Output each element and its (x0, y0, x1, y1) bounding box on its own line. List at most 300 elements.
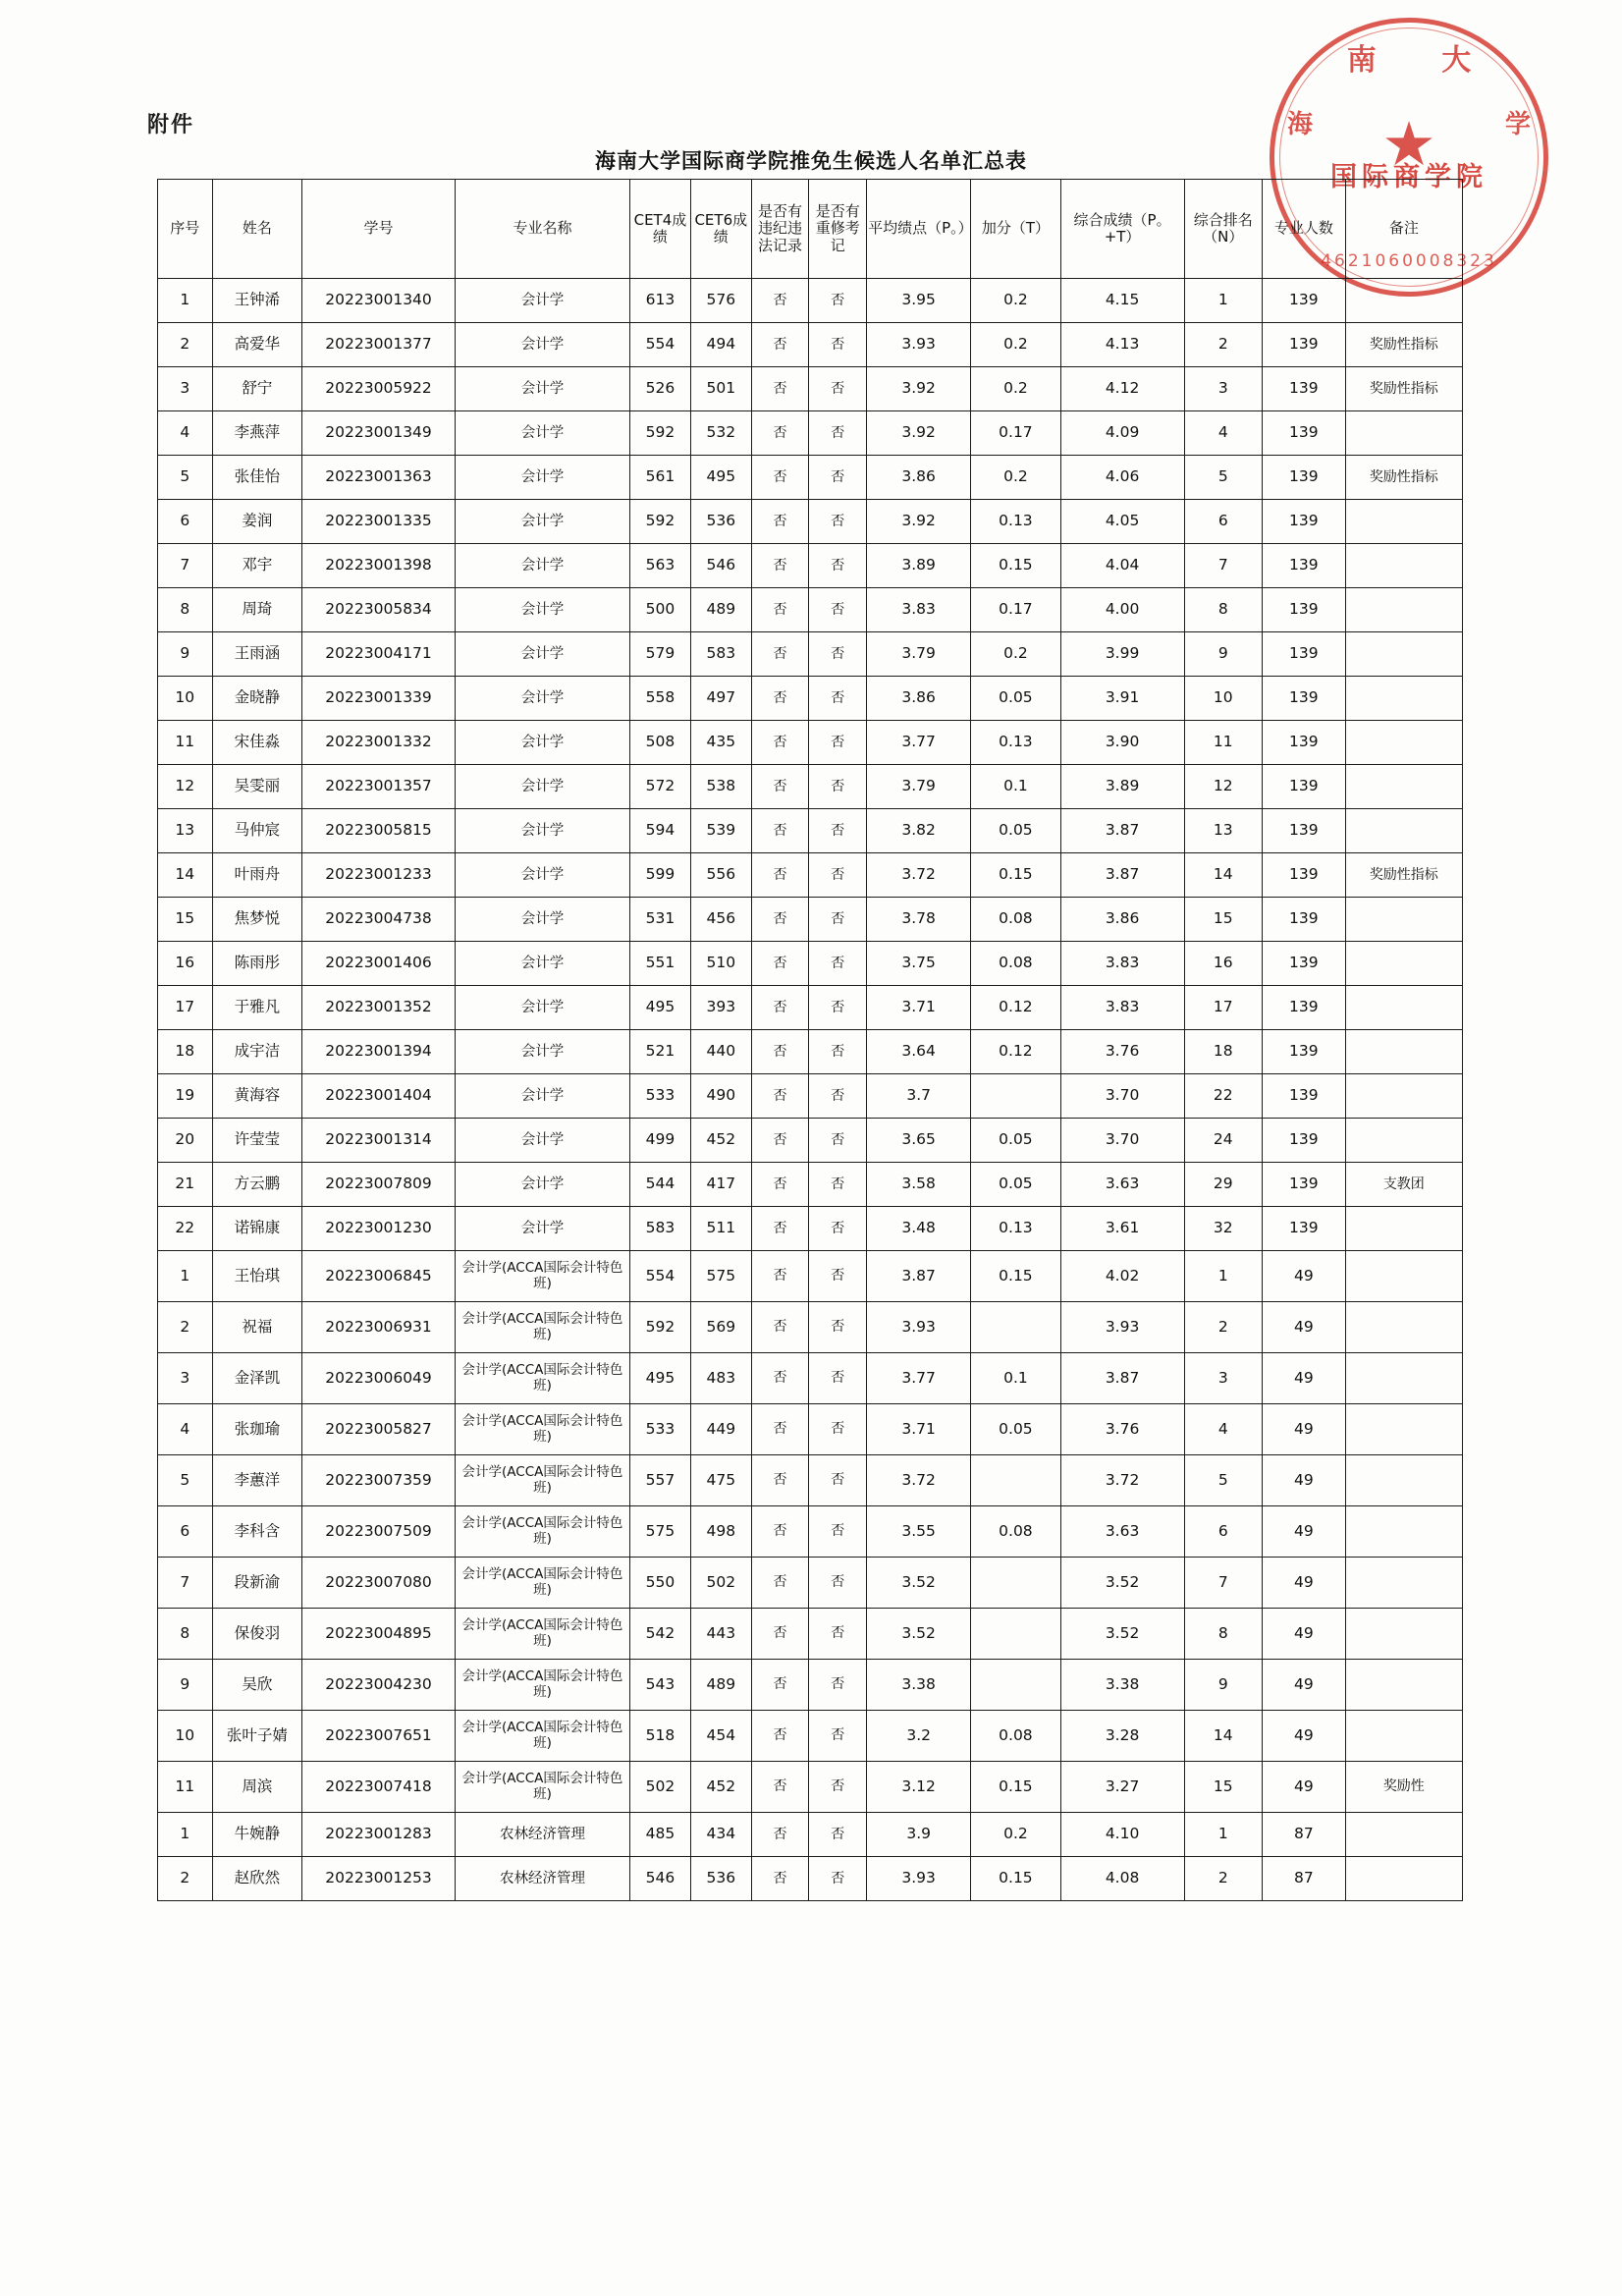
cell-major: 会计学(ACCA国际会计特色班) (455, 1353, 629, 1404)
cell-rank: 2 (1184, 1302, 1263, 1353)
cell-gpa: 3.77 (867, 721, 971, 765)
cell-major: 会计学 (455, 986, 629, 1030)
cell-gpa: 3.55 (867, 1506, 971, 1558)
cell-major: 会计学 (455, 765, 629, 809)
cell-retake: 否 (809, 1302, 867, 1353)
table-row (158, 632, 1463, 677)
cell-seq: 17 (158, 986, 213, 1030)
cell-rank: 17 (1184, 986, 1263, 1030)
cell-major: 会计学 (455, 279, 629, 323)
cell-cet6: 536 (690, 1857, 751, 1901)
cell-total: 3.83 (1060, 942, 1184, 986)
cell-rank: 5 (1184, 1455, 1263, 1506)
cell-major-size: 139 (1263, 721, 1346, 765)
cell-retake: 否 (809, 677, 867, 721)
cell-cet4: 554 (630, 323, 691, 367)
cell-bonus (971, 1302, 1060, 1353)
cell-cet4: 533 (630, 1404, 691, 1455)
cell-violation: 否 (751, 1455, 809, 1506)
cell-name: 李蕙洋 (212, 1455, 302, 1506)
header-cet6: CET6成绩 (690, 180, 751, 279)
cell-remark (1345, 809, 1462, 853)
cell-cet4: 583 (630, 1207, 691, 1251)
cell-total: 3.90 (1060, 721, 1184, 765)
cell-student-id: 20223001339 (302, 677, 456, 721)
cell-name: 张佳怡 (212, 456, 302, 500)
cell-cet6: 435 (690, 721, 751, 765)
cell-cet4: 613 (630, 279, 691, 323)
cell-major-size: 139 (1263, 1074, 1346, 1119)
cell-student-id: 20223001283 (302, 1813, 456, 1857)
cell-remark (1345, 721, 1462, 765)
cell-cet6: 538 (690, 765, 751, 809)
cell-student-id: 20223001253 (302, 1857, 456, 1901)
cell-remark (1345, 1857, 1462, 1901)
cell-gpa: 3.12 (867, 1762, 971, 1813)
cell-rank: 13 (1184, 809, 1263, 853)
cell-cet6: 546 (690, 544, 751, 588)
cell-violation: 否 (751, 632, 809, 677)
cell-bonus (971, 1660, 1060, 1711)
cell-bonus: 0.2 (971, 632, 1060, 677)
cell-total: 3.63 (1060, 1163, 1184, 1207)
cell-seq: 10 (158, 677, 213, 721)
table-body (158, 279, 1463, 1901)
cell-bonus: 0.17 (971, 411, 1060, 456)
cell-bonus: 0.05 (971, 809, 1060, 853)
cell-rank: 6 (1184, 500, 1263, 544)
cell-major: 会计学(ACCA国际会计特色班) (455, 1404, 629, 1455)
cell-rank: 29 (1184, 1163, 1263, 1207)
cell-violation: 否 (751, 1813, 809, 1857)
header-rank: 综合排名（N） (1184, 180, 1263, 279)
cell-remark (1345, 1609, 1462, 1660)
cell-total: 4.10 (1060, 1813, 1184, 1857)
cell-violation: 否 (751, 942, 809, 986)
cell-gpa: 3.92 (867, 411, 971, 456)
cell-student-id: 20223007651 (302, 1711, 456, 1762)
cell-student-id: 20223004895 (302, 1609, 456, 1660)
cell-retake: 否 (809, 1857, 867, 1901)
cell-cet6: 497 (690, 677, 751, 721)
cell-remark (1345, 500, 1462, 544)
cell-cet6: 495 (690, 456, 751, 500)
header-violation: 是否有违纪违法记录 (751, 180, 809, 279)
cell-retake: 否 (809, 986, 867, 1030)
cell-bonus: 0.13 (971, 721, 1060, 765)
cell-retake: 否 (809, 456, 867, 500)
cell-violation: 否 (751, 1506, 809, 1558)
cell-violation: 否 (751, 986, 809, 1030)
cell-major-size: 49 (1263, 1251, 1346, 1302)
cell-seq: 22 (158, 1207, 213, 1251)
cell-gpa: 3.52 (867, 1609, 971, 1660)
cell-name: 保俊羽 (212, 1609, 302, 1660)
cell-gpa: 3.2 (867, 1711, 971, 1762)
cell-seq: 2 (158, 323, 213, 367)
cell-major: 会计学 (455, 500, 629, 544)
cell-student-id: 20223001404 (302, 1074, 456, 1119)
cell-seq: 4 (158, 411, 213, 456)
cell-major: 会计学 (455, 942, 629, 986)
cell-total: 3.27 (1060, 1762, 1184, 1813)
table-row (158, 456, 1463, 500)
cell-rank: 9 (1184, 632, 1263, 677)
table-row (158, 1558, 1463, 1609)
cell-major: 会计学 (455, 323, 629, 367)
cell-total: 4.09 (1060, 411, 1184, 456)
cell-student-id: 20223005922 (302, 367, 456, 411)
cell-student-id: 20223006049 (302, 1353, 456, 1404)
cell-gpa: 3.82 (867, 809, 971, 853)
cell-remark (1345, 1119, 1462, 1163)
cell-seq: 3 (158, 1353, 213, 1404)
seal-star-icon: ★ (1381, 112, 1436, 179)
cell-student-id: 20223001357 (302, 765, 456, 809)
cell-major: 会计学(ACCA国际会计特色班) (455, 1711, 629, 1762)
cell-student-id: 20223004738 (302, 898, 456, 942)
cell-rank: 3 (1184, 1353, 1263, 1404)
cell-major: 会计学 (455, 1207, 629, 1251)
cell-total: 3.72 (1060, 1455, 1184, 1506)
cell-violation: 否 (751, 853, 809, 898)
cell-retake: 否 (809, 898, 867, 942)
cell-retake: 否 (809, 323, 867, 367)
table-row (158, 898, 1463, 942)
table-row (158, 1609, 1463, 1660)
cell-violation: 否 (751, 1558, 809, 1609)
cell-remark: 奖励性 (1345, 1762, 1462, 1813)
cell-major-size: 49 (1263, 1506, 1346, 1558)
cell-major: 会计学 (455, 1030, 629, 1074)
cell-major-size: 87 (1263, 1813, 1346, 1857)
seal-right-text: 学 (1504, 110, 1531, 139)
cell-student-id: 20223005834 (302, 588, 456, 632)
cell-seq: 13 (158, 809, 213, 853)
cell-seq: 16 (158, 942, 213, 986)
cell-violation: 否 (751, 279, 809, 323)
cell-major: 会计学 (455, 853, 629, 898)
cell-major-size: 49 (1263, 1660, 1346, 1711)
cell-bonus: 0.13 (971, 1207, 1060, 1251)
cell-student-id: 20223001340 (302, 279, 456, 323)
cell-major-size: 139 (1263, 765, 1346, 809)
cell-name: 于雅凡 (212, 986, 302, 1030)
cell-gpa: 3.95 (867, 279, 971, 323)
cell-name: 张珈瑜 (212, 1404, 302, 1455)
cell-student-id: 20223006931 (302, 1302, 456, 1353)
cell-seq: 2 (158, 1302, 213, 1353)
cell-name: 黄海容 (212, 1074, 302, 1119)
header-retake: 是否有重修考记 (809, 180, 867, 279)
cell-major-size: 139 (1263, 323, 1346, 367)
cell-bonus: 0.12 (971, 986, 1060, 1030)
cell-name: 段新渝 (212, 1558, 302, 1609)
cell-remark (1345, 1074, 1462, 1119)
cell-violation: 否 (751, 1353, 809, 1404)
cell-remark (1345, 632, 1462, 677)
cell-remark: 奖励性指标 (1345, 456, 1462, 500)
cell-name: 王钟浠 (212, 279, 302, 323)
cell-violation: 否 (751, 765, 809, 809)
cell-gpa: 3.48 (867, 1207, 971, 1251)
cell-student-id: 20223005827 (302, 1404, 456, 1455)
cell-major-size: 139 (1263, 500, 1346, 544)
cell-major-size: 139 (1263, 588, 1346, 632)
cell-seq: 9 (158, 632, 213, 677)
cell-major-size: 139 (1263, 279, 1346, 323)
cell-cet6: 456 (690, 898, 751, 942)
cell-cet6: 532 (690, 411, 751, 456)
cell-seq: 20 (158, 1119, 213, 1163)
cell-cet6: 494 (690, 323, 751, 367)
cell-rank: 2 (1184, 323, 1263, 367)
cell-cet6: 454 (690, 1711, 751, 1762)
cell-cet4: 579 (630, 632, 691, 677)
cell-cet6: 556 (690, 853, 751, 898)
header-bonus: 加分（T） (971, 180, 1060, 279)
cell-seq: 21 (158, 1163, 213, 1207)
cell-bonus (971, 1558, 1060, 1609)
cell-total: 4.15 (1060, 279, 1184, 323)
table-row (158, 677, 1463, 721)
cell-major: 会计学(ACCA国际会计特色班) (455, 1558, 629, 1609)
table-row (158, 1163, 1463, 1207)
cell-rank: 4 (1184, 411, 1263, 456)
cell-remark (1345, 411, 1462, 456)
attachment-label: 附件 (147, 113, 195, 137)
table-row (158, 853, 1463, 898)
cell-gpa: 3.92 (867, 500, 971, 544)
cell-violation: 否 (751, 456, 809, 500)
table-row (158, 1353, 1463, 1404)
cell-retake: 否 (809, 1455, 867, 1506)
cell-cet6: 440 (690, 1030, 751, 1074)
cell-violation: 否 (751, 1609, 809, 1660)
cell-retake: 否 (809, 1074, 867, 1119)
cell-gpa: 3.93 (867, 1857, 971, 1901)
cell-total: 4.06 (1060, 456, 1184, 500)
cell-name: 吴雯丽 (212, 765, 302, 809)
cell-major-size: 49 (1263, 1404, 1346, 1455)
cell-major: 会计学 (455, 456, 629, 500)
cell-student-id: 20223005815 (302, 809, 456, 853)
cell-rank: 16 (1184, 942, 1263, 986)
cell-seq: 12 (158, 765, 213, 809)
cell-student-id: 20223001406 (302, 942, 456, 986)
cell-bonus: 0.17 (971, 588, 1060, 632)
cell-violation: 否 (751, 323, 809, 367)
cell-name: 王怡琪 (212, 1251, 302, 1302)
table-header-row (158, 180, 1463, 279)
cell-remark: 奖励性指标 (1345, 367, 1462, 411)
table-row (158, 1455, 1463, 1506)
cell-total: 3.52 (1060, 1558, 1184, 1609)
cell-student-id: 20223001335 (302, 500, 456, 544)
cell-rank: 7 (1184, 1558, 1263, 1609)
cell-gpa: 3.52 (867, 1558, 971, 1609)
cell-rank: 14 (1184, 853, 1263, 898)
cell-bonus (971, 1609, 1060, 1660)
cell-major-size: 139 (1263, 1030, 1346, 1074)
cell-retake: 否 (809, 809, 867, 853)
cell-cet6: 575 (690, 1251, 751, 1302)
cell-rank: 6 (1184, 1506, 1263, 1558)
cell-rank: 15 (1184, 898, 1263, 942)
cell-violation: 否 (751, 411, 809, 456)
cell-total: 3.38 (1060, 1660, 1184, 1711)
cell-cet4: 592 (630, 1302, 691, 1353)
cell-rank: 11 (1184, 721, 1263, 765)
cell-remark (1345, 279, 1462, 323)
cell-major-size: 49 (1263, 1762, 1346, 1813)
cell-name: 祝福 (212, 1302, 302, 1353)
cell-retake: 否 (809, 1711, 867, 1762)
cell-cet4: 599 (630, 853, 691, 898)
cell-remark (1345, 1353, 1462, 1404)
table-row (158, 1251, 1463, 1302)
cell-name: 邓宇 (212, 544, 302, 588)
cell-major-size: 139 (1263, 367, 1346, 411)
cell-name: 金晓静 (212, 677, 302, 721)
cell-major: 会计学 (455, 898, 629, 942)
cell-gpa: 3.71 (867, 986, 971, 1030)
cell-bonus: 0.2 (971, 1813, 1060, 1857)
cell-cet4: 558 (630, 677, 691, 721)
page-title: 海南大学国际商学院推免生候选人名单汇总表 (595, 149, 1027, 173)
cell-cet4: 592 (630, 411, 691, 456)
cell-student-id: 20223001377 (302, 323, 456, 367)
cell-name: 王雨涵 (212, 632, 302, 677)
cell-violation: 否 (751, 367, 809, 411)
cell-cet6: 475 (690, 1455, 751, 1506)
cell-gpa: 3.7 (867, 1074, 971, 1119)
header-cet4: CET4成绩 (630, 180, 691, 279)
cell-retake: 否 (809, 1506, 867, 1558)
cell-total: 3.70 (1060, 1074, 1184, 1119)
cell-student-id: 20223004230 (302, 1660, 456, 1711)
cell-major-size: 49 (1263, 1353, 1346, 1404)
cell-retake: 否 (809, 411, 867, 456)
cell-remark (1345, 1813, 1462, 1857)
cell-bonus: 0.15 (971, 1762, 1060, 1813)
cell-remark (1345, 765, 1462, 809)
cell-bonus: 0.15 (971, 1857, 1060, 1901)
cell-name: 方云鹏 (212, 1163, 302, 1207)
cell-rank: 3 (1184, 367, 1263, 411)
cell-bonus: 0.1 (971, 765, 1060, 809)
cell-retake: 否 (809, 1813, 867, 1857)
cell-major: 会计学 (455, 367, 629, 411)
cell-major: 农林经济管理 (455, 1857, 629, 1901)
cell-major-size: 49 (1263, 1455, 1346, 1506)
cell-rank: 2 (1184, 1857, 1263, 1901)
cell-gpa: 3.93 (867, 323, 971, 367)
cell-violation: 否 (751, 1030, 809, 1074)
cell-remark (1345, 1030, 1462, 1074)
cell-major: 农林经济管理 (455, 1813, 629, 1857)
cell-remark (1345, 588, 1462, 632)
cell-retake: 否 (809, 588, 867, 632)
cell-bonus: 0.05 (971, 1119, 1060, 1163)
cell-student-id: 20223007080 (302, 1558, 456, 1609)
cell-remark (1345, 1302, 1462, 1353)
cell-gpa: 3.72 (867, 1455, 971, 1506)
cell-cet6: 449 (690, 1404, 751, 1455)
cell-name: 李燕萍 (212, 411, 302, 456)
cell-name: 焦梦悦 (212, 898, 302, 942)
table-row (158, 1813, 1463, 1857)
cell-name: 马仲宸 (212, 809, 302, 853)
cell-total: 4.12 (1060, 367, 1184, 411)
cell-cet4: 531 (630, 898, 691, 942)
cell-retake: 否 (809, 853, 867, 898)
cell-gpa: 3.83 (867, 588, 971, 632)
cell-student-id: 20223001230 (302, 1207, 456, 1251)
cell-cet6: 583 (690, 632, 751, 677)
cell-major: 会计学 (455, 1163, 629, 1207)
cell-seq: 7 (158, 544, 213, 588)
cell-cet4: 518 (630, 1711, 691, 1762)
cell-name: 张叶子婧 (212, 1711, 302, 1762)
cell-cet4: 542 (630, 1609, 691, 1660)
cell-name: 周滨 (212, 1762, 302, 1813)
cell-name: 成宇洁 (212, 1030, 302, 1074)
cell-retake: 否 (809, 1251, 867, 1302)
cell-major: 会计学 (455, 1074, 629, 1119)
cell-cet4: 526 (630, 367, 691, 411)
seal-code-text: 4621060008323 (1321, 251, 1497, 271)
cell-cet4: 572 (630, 765, 691, 809)
cell-bonus: 0.08 (971, 898, 1060, 942)
table-row (158, 942, 1463, 986)
cell-student-id: 20223001233 (302, 853, 456, 898)
table-row (158, 1506, 1463, 1558)
cell-remark (1345, 1711, 1462, 1762)
cell-total: 3.87 (1060, 1353, 1184, 1404)
table-row (158, 1074, 1463, 1119)
cell-total: 3.61 (1060, 1207, 1184, 1251)
cell-rank: 10 (1184, 677, 1263, 721)
cell-violation: 否 (751, 1404, 809, 1455)
cell-cet6: 489 (690, 1660, 751, 1711)
cell-remark (1345, 1207, 1462, 1251)
header-gpa: 平均绩点（P。） (867, 180, 971, 279)
cell-major: 会计学 (455, 632, 629, 677)
cell-cet6: 393 (690, 986, 751, 1030)
cell-bonus (971, 1074, 1060, 1119)
cell-name: 叶雨舟 (212, 853, 302, 898)
cell-total: 3.91 (1060, 677, 1184, 721)
candidates-table (157, 179, 1463, 1901)
seal-left-text: 海 (1287, 110, 1314, 139)
cell-bonus: 0.2 (971, 456, 1060, 500)
cell-major: 会计学(ACCA国际会计特色班) (455, 1455, 629, 1506)
cell-rank: 7 (1184, 544, 1263, 588)
cell-retake: 否 (809, 367, 867, 411)
cell-cet6: 569 (690, 1302, 751, 1353)
cell-major: 会计学 (455, 677, 629, 721)
cell-major-size: 139 (1263, 986, 1346, 1030)
cell-total: 3.76 (1060, 1030, 1184, 1074)
cell-name: 诺锦康 (212, 1207, 302, 1251)
cell-remark (1345, 1251, 1462, 1302)
cell-name: 吴欣 (212, 1660, 302, 1711)
cell-seq: 14 (158, 853, 213, 898)
cell-violation: 否 (751, 1711, 809, 1762)
cell-cet6: 539 (690, 809, 751, 853)
cell-cet6: 443 (690, 1609, 751, 1660)
